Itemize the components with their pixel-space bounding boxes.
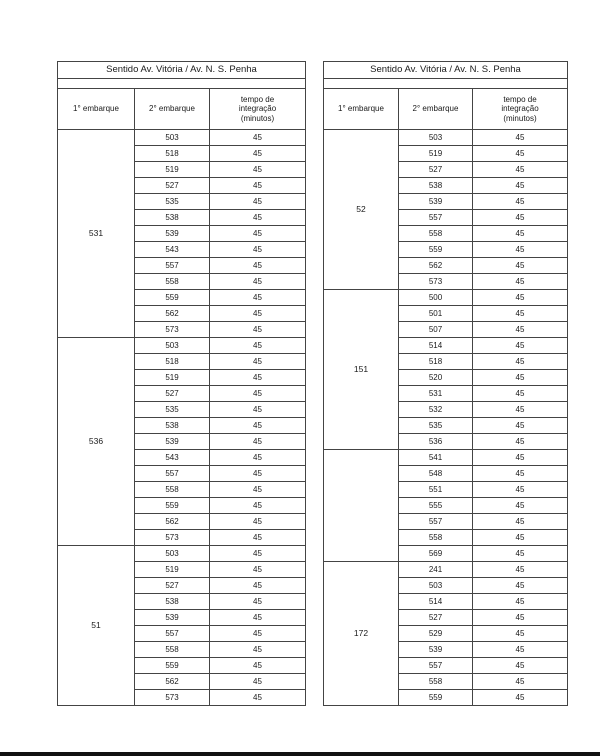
integration-time-cell: 45 <box>210 466 306 482</box>
integration-time-cell: 45 <box>473 482 568 498</box>
second-boarding-cell: 539 <box>135 610 210 626</box>
second-boarding-cell: 557 <box>399 514 473 530</box>
integration-time-cell: 45 <box>473 674 568 690</box>
integration-table-left <box>57 61 306 706</box>
integration-time-cell: 45 <box>210 130 306 146</box>
integration-time-cell: 45 <box>210 594 306 610</box>
second-boarding-cell: 518 <box>135 146 210 162</box>
integration-time-cell: 45 <box>473 562 568 578</box>
second-boarding-cell: 527 <box>399 610 473 626</box>
integration-time-cell: 45 <box>210 690 306 706</box>
second-boarding-cell: 573 <box>135 322 210 338</box>
second-boarding-cell: 558 <box>135 274 210 290</box>
second-boarding-cell: 557 <box>399 210 473 226</box>
header-time-line: integração <box>238 104 277 114</box>
integration-time-cell: 45 <box>210 610 306 626</box>
integration-time-cell: 45 <box>473 450 568 466</box>
second-boarding-cell: 538 <box>135 594 210 610</box>
integration-time-cell: 45 <box>473 530 568 546</box>
second-boarding-cell: 559 <box>399 242 473 258</box>
integration-time-cell: 45 <box>210 306 306 322</box>
integration-time-cell: 45 <box>210 338 306 354</box>
second-boarding-cell: 557 <box>135 466 210 482</box>
integration-time-cell: 45 <box>210 546 306 562</box>
second-boarding-cell: 558 <box>399 530 473 546</box>
second-boarding-cell: 558 <box>399 226 473 242</box>
integration-time-cell: 45 <box>210 162 306 178</box>
table-title: Sentido Av. Vitória / Av. N. S. Penha <box>58 62 306 79</box>
integration-time-cell: 45 <box>210 386 306 402</box>
integration-time-cell: 45 <box>473 514 568 530</box>
second-boarding-cell: 527 <box>135 178 210 194</box>
integration-time-cell: 45 <box>473 210 568 226</box>
second-boarding-cell: 518 <box>135 354 210 370</box>
integration-time-cell: 45 <box>210 178 306 194</box>
integration-table-right <box>323 61 568 706</box>
integration-time-cell: 45 <box>473 194 568 210</box>
spacer-cell <box>58 79 306 89</box>
header-time-line: (minutos) <box>503 113 537 123</box>
integration-time-cell: 45 <box>473 226 568 242</box>
integration-time-cell: 45 <box>210 562 306 578</box>
integration-time-cell: 45 <box>473 594 568 610</box>
title-row <box>324 62 568 79</box>
second-boarding-cell: 527 <box>399 162 473 178</box>
second-boarding-cell: 503 <box>399 578 473 594</box>
second-boarding-cell: 529 <box>399 626 473 642</box>
header-row <box>58 89 306 130</box>
first-boarding-cell: 51 <box>58 546 135 706</box>
integration-time-cell: 45 <box>473 290 568 306</box>
second-boarding-cell: 557 <box>135 258 210 274</box>
second-boarding-cell: 501 <box>399 306 473 322</box>
second-boarding-cell: 559 <box>135 498 210 514</box>
first-boarding-cell: 172 <box>324 562 399 706</box>
integration-time-cell: 45 <box>473 130 568 146</box>
second-boarding-cell: 557 <box>399 658 473 674</box>
header-time-line: integração <box>501 104 539 114</box>
integration-time-cell: 45 <box>473 338 568 354</box>
integration-time-cell: 45 <box>210 530 306 546</box>
second-boarding-cell: 520 <box>399 370 473 386</box>
second-boarding-cell: 531 <box>399 386 473 402</box>
integration-time-cell: 45 <box>210 642 306 658</box>
second-boarding-cell: 555 <box>399 498 473 514</box>
integration-time-cell: 45 <box>210 498 306 514</box>
integration-time-cell: 45 <box>210 290 306 306</box>
second-boarding-cell: 539 <box>399 194 473 210</box>
second-boarding-cell: 527 <box>135 578 210 594</box>
header-row <box>324 89 568 130</box>
integration-time-cell: 45 <box>473 178 568 194</box>
second-boarding-cell: 559 <box>399 690 473 706</box>
integration-time-cell: 45 <box>210 226 306 242</box>
integration-time-cell: 45 <box>473 386 568 402</box>
second-boarding-cell: 573 <box>399 274 473 290</box>
second-boarding-cell: 527 <box>135 386 210 402</box>
table-row <box>58 338 306 354</box>
integration-time-cell: 45 <box>473 498 568 514</box>
integration-time-cell: 45 <box>473 466 568 482</box>
integration-time-cell: 45 <box>473 434 568 450</box>
second-boarding-cell: 551 <box>399 482 473 498</box>
second-boarding-cell: 519 <box>135 162 210 178</box>
table-title: Sentido Av. Vitória / Av. N. S. Penha <box>324 62 568 79</box>
second-boarding-cell: 538 <box>399 178 473 194</box>
integration-time-cell: 45 <box>473 258 568 274</box>
second-boarding-cell: 538 <box>135 418 210 434</box>
spacer-cell <box>324 79 568 89</box>
second-boarding-cell: 569 <box>399 546 473 562</box>
first-boarding-cell: 531 <box>58 130 135 338</box>
integration-time-cell: 45 <box>473 274 568 290</box>
integration-time-cell: 45 <box>210 402 306 418</box>
table-row <box>324 450 568 466</box>
integration-time-cell: 45 <box>473 370 568 386</box>
second-boarding-cell: 514 <box>399 594 473 610</box>
second-boarding-cell: 500 <box>399 290 473 306</box>
second-boarding-cell: 503 <box>135 338 210 354</box>
header-second-boarding: 2° embarque <box>399 89 473 130</box>
table-row <box>324 130 568 146</box>
second-boarding-cell: 503 <box>135 130 210 146</box>
integration-time-cell: 45 <box>210 210 306 226</box>
second-boarding-cell: 535 <box>135 194 210 210</box>
second-boarding-cell: 543 <box>135 242 210 258</box>
integration-time-cell: 45 <box>210 450 306 466</box>
table-row <box>324 562 568 578</box>
integration-time-cell: 45 <box>473 306 568 322</box>
integration-time-cell: 45 <box>473 418 568 434</box>
integration-time-cell: 45 <box>210 258 306 274</box>
integration-time-cell: 45 <box>210 242 306 258</box>
second-boarding-cell: 539 <box>135 226 210 242</box>
second-boarding-cell: 503 <box>135 546 210 562</box>
first-boarding-cell: 536 <box>58 338 135 546</box>
integration-time-cell: 45 <box>210 626 306 642</box>
page-bottom-rule <box>0 752 600 756</box>
second-boarding-cell: 557 <box>135 626 210 642</box>
second-boarding-cell: 514 <box>399 338 473 354</box>
integration-time-cell: 45 <box>210 194 306 210</box>
title-row <box>58 62 306 79</box>
second-boarding-cell: 558 <box>135 642 210 658</box>
table-row <box>58 130 306 146</box>
integration-time-cell: 45 <box>210 354 306 370</box>
second-boarding-cell: 558 <box>135 482 210 498</box>
first-boarding-cell: 52 <box>324 130 399 290</box>
second-boarding-cell: 548 <box>399 466 473 482</box>
second-boarding-cell: 519 <box>135 562 210 578</box>
integration-time-cell: 45 <box>473 626 568 642</box>
integration-time-cell: 45 <box>210 578 306 594</box>
first-boarding-cell <box>324 450 399 562</box>
integration-time-cell: 45 <box>473 162 568 178</box>
integration-time-cell: 45 <box>210 434 306 450</box>
integration-time-cell: 45 <box>473 642 568 658</box>
integration-time-cell: 45 <box>473 322 568 338</box>
header-first-boarding: 1° embarque <box>58 89 135 130</box>
first-boarding-cell: 151 <box>324 290 399 450</box>
header-integration-time <box>210 89 306 130</box>
table-row <box>324 290 568 306</box>
second-boarding-cell: 541 <box>399 450 473 466</box>
integration-time-cell: 45 <box>210 418 306 434</box>
integration-time-cell: 45 <box>473 354 568 370</box>
integration-time-cell: 45 <box>210 514 306 530</box>
second-boarding-cell: 562 <box>135 306 210 322</box>
second-boarding-cell: 562 <box>135 514 210 530</box>
integration-time-cell: 45 <box>210 674 306 690</box>
second-boarding-cell: 559 <box>135 658 210 674</box>
second-boarding-cell: 562 <box>135 674 210 690</box>
header-second-boarding: 2° embarque <box>135 89 210 130</box>
integration-time-cell: 45 <box>473 690 568 706</box>
second-boarding-cell: 573 <box>135 530 210 546</box>
header-time-line: tempo de <box>240 94 275 104</box>
integration-time-cell: 45 <box>473 402 568 418</box>
second-boarding-cell: 543 <box>135 450 210 466</box>
integration-time-cell: 45 <box>473 242 568 258</box>
second-boarding-cell: 535 <box>135 402 210 418</box>
second-boarding-cell: 573 <box>135 690 210 706</box>
integration-time-cell: 45 <box>473 146 568 162</box>
integration-time-cell: 45 <box>210 482 306 498</box>
second-boarding-cell: 507 <box>399 322 473 338</box>
second-boarding-cell: 532 <box>399 402 473 418</box>
spacer-row <box>324 79 568 89</box>
second-boarding-cell: 241 <box>399 562 473 578</box>
second-boarding-cell: 558 <box>399 674 473 690</box>
second-boarding-cell: 559 <box>135 290 210 306</box>
integration-time-cell: 45 <box>210 146 306 162</box>
second-boarding-cell: 518 <box>399 354 473 370</box>
header-time-line: tempo de <box>503 94 537 104</box>
header-integration-time <box>473 89 568 130</box>
table-row <box>58 546 306 562</box>
second-boarding-cell: 519 <box>135 370 210 386</box>
second-boarding-cell: 539 <box>399 642 473 658</box>
second-boarding-cell: 562 <box>399 258 473 274</box>
second-boarding-cell: 535 <box>399 418 473 434</box>
second-boarding-cell: 536 <box>399 434 473 450</box>
second-boarding-cell: 538 <box>135 210 210 226</box>
header-first-boarding: 1° embarque <box>324 89 399 130</box>
spacer-row <box>58 79 306 89</box>
integration-time-cell: 45 <box>210 274 306 290</box>
integration-time-cell: 45 <box>210 322 306 338</box>
integration-time-cell: 45 <box>210 370 306 386</box>
second-boarding-cell: 503 <box>399 130 473 146</box>
second-boarding-cell: 539 <box>135 434 210 450</box>
integration-time-cell: 45 <box>473 610 568 626</box>
integration-time-cell: 45 <box>210 658 306 674</box>
second-boarding-cell: 519 <box>399 146 473 162</box>
header-time-line: (minutos) <box>240 113 275 123</box>
integration-time-cell: 45 <box>473 578 568 594</box>
integration-time-cell: 45 <box>473 546 568 562</box>
integration-time-cell: 45 <box>473 658 568 674</box>
